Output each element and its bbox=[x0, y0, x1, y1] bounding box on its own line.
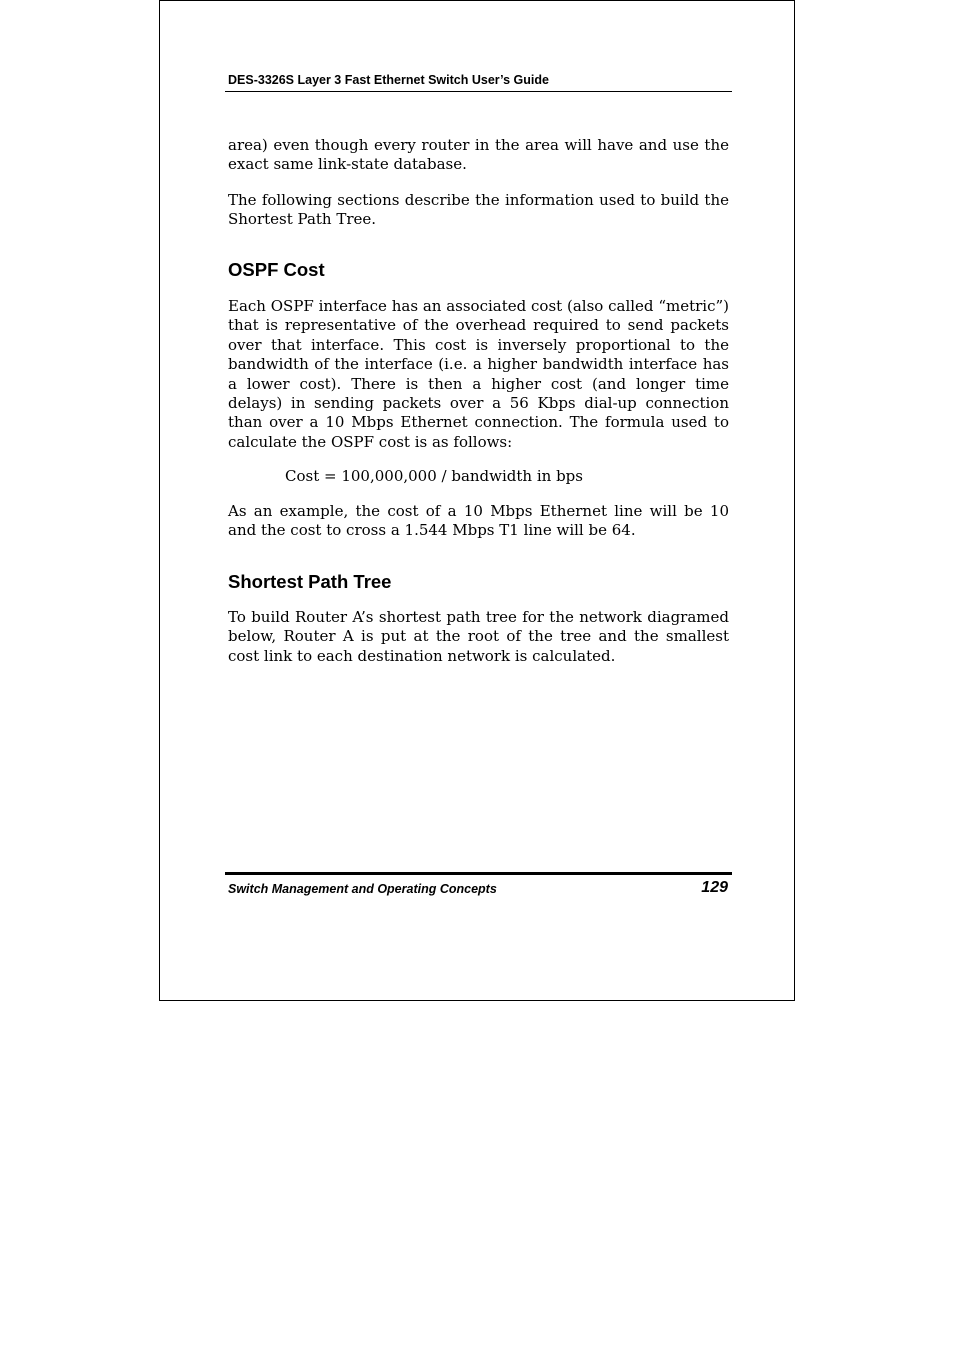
running-footer: Switch Management and Operating Concepts bbox=[228, 882, 497, 896]
shortest-path-tree-paragraph: To build Router A’s shortest path tree for the network diagramed below, Router A is put at the root of the tree and the smallest cost link to each destination network is calculated. bbox=[228, 608, 729, 665]
running-header: DES-3326S Layer 3 Fast Ethernet Switch User’s Guide bbox=[228, 73, 549, 87]
shortest-path-tree-heading: Shortest Path Tree bbox=[228, 571, 392, 592]
page-number: 129 bbox=[701, 879, 728, 896]
header-divider bbox=[225, 91, 732, 92]
ospf-cost-heading: OSPF Cost bbox=[228, 259, 325, 280]
footer-divider bbox=[225, 872, 732, 875]
intro-paragraph-continued: area) even though every router in the area will have and use the exact same link-state database. bbox=[228, 136, 729, 174]
ospf-cost-paragraph: Each OSPF interface has an associated cost (also called “metric”) that is representative of the overhead required to send packets over that interface. This cost is inversely proportional to the bandwidth of the interface (i.e. a higher bandwidth interface has a lower cost). There is then a higher cost (and longer time delays) in sending packets over a 56 Kbps dial-up connection than over a 10 Mbps Ethernet connection. The formula used to calculate the OSPF cost is as follows: bbox=[228, 297, 729, 451]
ospf-cost-formula: Cost = 100,000,000 / bandwidth in bps bbox=[285, 467, 583, 485]
intro-paragraph-sections: The following sections describe the information used to build the Shortest Path Tree. bbox=[228, 191, 729, 229]
cost-example-paragraph: As an example, the cost of a 10 Mbps Ethernet line will be 10 and the cost to cross a 1.544 Mbps T1 line will be 64. bbox=[228, 502, 729, 540]
